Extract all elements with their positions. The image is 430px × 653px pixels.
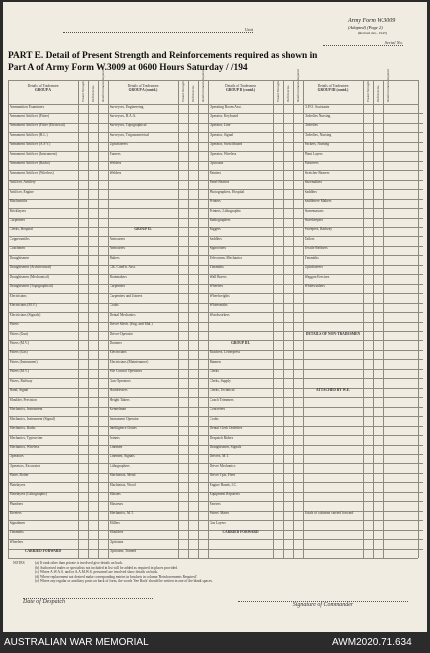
- caption-bar: [0, 633, 430, 653]
- row-rule: [303, 312, 423, 313]
- table-cell: Surveyors, Trigonometrical: [109, 132, 150, 137]
- table-cell: Electricians: [109, 350, 127, 355]
- table-cell: Welders: [109, 161, 122, 166]
- table-cell: Mechanics, Wireless: [9, 445, 40, 449]
- table-cell: GROUP II.: [134, 227, 152, 232]
- table-cell: Hairdressers: [109, 388, 128, 393]
- table-cell: Armament Artificer (Instrument): [9, 151, 57, 156]
- table-cell: Stretcher Bearers: [304, 170, 330, 175]
- row-rule: [303, 416, 423, 417]
- table-cell: Armourers: [109, 236, 126, 241]
- table-cell: Linemen, Signals: [109, 454, 135, 459]
- table-cell: Electricians: [9, 293, 27, 298]
- table-cell: Waggon Erectors: [304, 274, 330, 279]
- table-cell: Kennelman: [109, 407, 127, 412]
- table-cell: Sweepers, Railway: [304, 227, 333, 232]
- table-bottom-border: [8, 558, 418, 559]
- sub-column-header: Reinforcements required: [296, 69, 300, 102]
- form-number: Army Form W.3009: [348, 18, 396, 24]
- note-line: (d) Where replacement not desired make corresponding entries in brackets in column 'Reinforcements Required'.: [35, 574, 198, 579]
- row-rule: [303, 369, 423, 370]
- table-cell: Signalmen: [9, 520, 25, 525]
- row-rule: [303, 350, 423, 351]
- table-cell: Fitters (Gas): [9, 350, 28, 355]
- strength-table: [3, 2, 427, 632]
- serial-no: Serial No.: [323, 40, 403, 46]
- row-rule: [303, 293, 423, 294]
- table-cell: Operators, Excavator: [9, 463, 41, 468]
- table-cell: Fitters, Railway: [9, 378, 33, 383]
- note-line: (c) Where A.W.A.S. and/or A.A.M.W.S. personnel are involved show details on back.: [35, 570, 159, 574]
- table-cell: Turners: [109, 151, 121, 156]
- table-cell: Draughtsmen (Topographical): [9, 284, 53, 289]
- table-cell: Armament Artificer (A.F.V.): [9, 142, 51, 147]
- table-cell: Orderlies Nursing: [304, 113, 331, 118]
- table-cell: Fitters' Mates: [209, 511, 230, 516]
- table-cell: Carpenters and Joiners: [109, 293, 143, 298]
- table-cell: Plant Layers: [304, 151, 323, 156]
- table-cell: Bootmakers: [109, 274, 127, 279]
- table-cell: Welders: [109, 170, 122, 175]
- table-cell: Upholsterers: [304, 265, 323, 270]
- table-cell: Tinsmiths: [9, 530, 24, 535]
- table-cell: CARRIED FORWARD: [24, 549, 62, 554]
- table-cell: Armament Artificer (Radio): [9, 161, 50, 166]
- table-cell: Opticians: [209, 161, 224, 166]
- table-cell: Drainers: [109, 340, 122, 345]
- form-adapted: (Adapted) (Page 2): [348, 25, 383, 30]
- table-cell: Gas Layers: [209, 520, 226, 525]
- table-right-border: [418, 80, 419, 558]
- row-rule: [303, 482, 423, 483]
- table-cell: Fitters (Gun): [9, 331, 29, 336]
- row-rule: [108, 199, 208, 200]
- sub-column-header: Deficiencies: [91, 85, 95, 102]
- row-rule: [303, 359, 423, 360]
- table-cell: Operators: [9, 454, 24, 459]
- table-cell: Draughtsmen (Mechanical): [9, 274, 49, 279]
- table-cell: Engine Hands, I.C.: [209, 482, 237, 487]
- table-cell: Electricians (M.V.): [9, 303, 37, 308]
- table-cell: O.P.O. Assistants: [304, 104, 330, 109]
- table-cell: Armament Artificer (Fitter): [9, 113, 50, 118]
- table-cell: Dental Mechanics: [109, 312, 136, 317]
- table-cell: Cooks: [109, 303, 119, 308]
- table-cell: Artificer, Artillery: [9, 180, 36, 185]
- sub-column-header: Reinforcements required: [101, 69, 105, 102]
- row-rule: [303, 303, 423, 304]
- table-cell: Whitewashers: [304, 284, 325, 289]
- table-cell: GROUP III.: [231, 340, 250, 345]
- table-cell: ATTACHED BY W.E.: [316, 388, 350, 393]
- table-cell: Radiographers: [209, 218, 231, 222]
- table-cell: Upholsterers: [109, 142, 128, 147]
- row-rule: [208, 539, 303, 540]
- table-cell: Coach Trimmers: [209, 397, 234, 402]
- row-rule: [303, 340, 423, 341]
- table-cell: Stonemasons: [304, 208, 324, 213]
- table-cell: File Control Operators: [109, 369, 143, 374]
- table-cell: CARRIED FORWARD: [222, 530, 259, 535]
- table-cell: Armament Artificer (Wireless): [9, 170, 54, 175]
- table-cell: Armament Artificer (Fitter (Electrical): [9, 123, 65, 128]
- table-cell: Driver-Operator: [109, 331, 133, 336]
- row-rule: [303, 520, 423, 521]
- table-cell: Tinsmiths: [209, 265, 224, 270]
- sub-column-header: Posted Strength: [366, 81, 370, 102]
- table-cell: Wall Borers: [209, 274, 227, 279]
- table-cell: Shoemakers: [304, 180, 323, 185]
- table-cell: Dental Clerk Orderlies: [209, 426, 243, 431]
- table-cell: Saddlers: [304, 189, 317, 194]
- table-cell: Mechanics, Instrument: [9, 407, 43, 412]
- row-rule: [108, 180, 208, 181]
- table-cell: Clk. Cond'n. Asst.: [109, 265, 136, 270]
- table-cell: Coachmen: [9, 246, 25, 251]
- table-cell: Whitesmiths: [209, 303, 228, 308]
- sub-column-header: Reinforcements required: [201, 69, 205, 102]
- table-cell: Saddlers: [209, 236, 222, 241]
- table-cell: Hand, Signal: [9, 388, 29, 393]
- table-cell: Instrument Operator: [109, 416, 139, 421]
- table-cell: Platelayers (Lithographic): [9, 492, 48, 497]
- table-cell: Electricians (Maintenance): [109, 359, 149, 364]
- table-cell: Height Takers: [109, 397, 130, 402]
- sub-column-header: Posted Strength: [81, 81, 85, 102]
- sub-column-header: Deficiencies: [191, 85, 195, 102]
- table-cell: Woodworkers: [209, 312, 230, 317]
- table-cell: Plumbers: [9, 501, 24, 506]
- sub-column-header: Deficiencies: [376, 85, 380, 102]
- table-cell: Cooks: [209, 416, 219, 421]
- table-cell: Telecomm. Mechanics: [209, 255, 242, 260]
- table-cell: Masons: [109, 492, 121, 497]
- group-header: Details of Tradesmen GROUP III (contd.): [317, 84, 349, 92]
- group-header: Details of Tradesmen GROUP D (contd.): [225, 84, 256, 92]
- table-cell: Textile Refitters: [304, 246, 328, 251]
- table-cell: Blacksmiths: [9, 199, 28, 204]
- row-rule: [303, 378, 423, 379]
- table-cell: Clerks, Hospital: [9, 227, 33, 232]
- table-cell: Farriers: [209, 501, 221, 506]
- table-cell: Bricklayers: [9, 208, 27, 213]
- table-cell: Printers, Lithographic: [209, 208, 242, 213]
- table-cell: Tinsmiths: [304, 255, 319, 260]
- row-rule: [303, 426, 423, 427]
- table-cell: Gun Operators: [109, 378, 131, 383]
- table-cell: Photographers, Hospital: [209, 189, 245, 194]
- table-cell: Mechanics, M.T.: [109, 511, 134, 516]
- table-cell: Operator, Switchboard: [209, 142, 243, 147]
- row-rule: [303, 492, 423, 493]
- table-cell: Wheelers: [209, 284, 224, 289]
- part-title-line2: Part A of Army Form W.3009 at 0600 Hours Saturday / /194: [8, 63, 248, 73]
- sub-column-header: Deficiencies: [286, 85, 290, 102]
- table-cell: Riggers: [209, 227, 221, 232]
- row-rule: [303, 549, 423, 550]
- table-cell: Operator, Keyboard: [209, 113, 239, 118]
- table-cell: Panel Beaters: [209, 180, 230, 185]
- table-cell: Wheelwrights: [209, 293, 230, 298]
- table-cell: Moulders: [109, 530, 124, 535]
- table-cell: Tailors: [304, 236, 315, 241]
- table-cell: Electricians (Signals): [9, 312, 41, 317]
- row-rule: [303, 539, 423, 540]
- table-cell: Packers, Nursing: [304, 142, 330, 147]
- row-rule: [303, 435, 423, 436]
- table-cell: Saddletree Makers: [304, 199, 332, 204]
- table-cell: Batmen: [209, 359, 221, 364]
- sub-column-header: Posted Strength: [276, 81, 280, 102]
- row-rule: [303, 454, 423, 455]
- table-cell: Painters: [209, 170, 222, 175]
- table-cell: Driver Tpts, Fleet: [209, 473, 236, 478]
- table-cell: Fitters: [9, 322, 19, 327]
- row-rule: [303, 501, 423, 502]
- table-cell: Fitters (Instrument): [9, 359, 38, 364]
- table-cell: Clerks, Technical: [209, 388, 235, 393]
- form-revised: (Revised Jan., 1943): [358, 31, 387, 35]
- row-rule: [208, 322, 303, 323]
- table-cell: Plater, Boiler: [9, 473, 29, 478]
- table-cell: Printers: [209, 199, 221, 204]
- table-top-border: [8, 80, 418, 81]
- table-cell: Artificer, Engine: [9, 189, 34, 194]
- table-cell: Armament Artificer (R.L.): [9, 132, 48, 137]
- unit-label: Unit: [244, 27, 253, 32]
- row-rule: [303, 407, 423, 408]
- note-line: (e) Where any regular or auxiliary posts on back of form, the words 'See Back' should be written in one of the blank spaces.: [35, 579, 213, 583]
- table-cell: Driver Mechanics: [209, 463, 236, 468]
- table-cell: Fitters (M.V.): [9, 369, 30, 374]
- row-rule: [303, 463, 423, 464]
- table-cell: Machinists, Wood: [109, 482, 136, 487]
- row-rule: [303, 530, 423, 531]
- table-cell: Platelayers: [9, 482, 26, 487]
- table-cell: Lithographers: [109, 463, 130, 468]
- table-cell: Orderlies, Nursing: [304, 132, 332, 137]
- notes-label: NOTES: [13, 561, 25, 565]
- table-cell: Totals of columns carried forward: [304, 511, 354, 516]
- caption-left: AUSTRALIAN WAR MEMORIAL: [4, 637, 149, 648]
- table-cell: Signwriters: [209, 246, 227, 251]
- table-cell: Intelligence Duties: [109, 426, 137, 431]
- table-cell: Fitters (M.V.): [9, 340, 30, 345]
- table-cell: Operator, Wireless: [209, 151, 237, 156]
- table-cell: Linemen: [109, 445, 123, 449]
- table-cell: Riveters: [9, 511, 22, 516]
- table-cell: Driver Mech. (Eng. and Mal.): [109, 322, 153, 327]
- sub-column-header: Posted Strength: [181, 81, 185, 102]
- table-cell: Opticians: [109, 539, 124, 544]
- sub-column-header: Reinforcements required: [386, 69, 390, 102]
- table-cell: Bakers: [109, 255, 120, 260]
- table-cell: Despatch Riders: [209, 435, 234, 440]
- table-cell: Armourers: [109, 246, 126, 251]
- table-cell: Drivers, M.T.: [209, 454, 229, 459]
- table-cell: Carpenters: [109, 284, 126, 289]
- group-header: Details of Tradesmen GROUP A: [27, 84, 59, 92]
- caption-right: AWM2020.71.634: [332, 637, 412, 648]
- row-rule: [208, 549, 303, 550]
- table-cell: Storekeepers: [304, 218, 324, 222]
- table-cell: Mechanics, Radio: [9, 426, 36, 431]
- row-rule: [108, 218, 208, 219]
- table-cell: Draughtsmen, Signals: [209, 445, 242, 449]
- table-cell: Plasterers: [304, 161, 319, 166]
- table-cell: Clerks, Supply: [209, 378, 231, 383]
- part-title-line1: PART E. Detail of Present Strength and Reinforcements required as shown in: [8, 51, 318, 61]
- table-cell: Mechanics, Instrument (Signal): [9, 416, 55, 421]
- date-of-despatch: Date of Despatch: [23, 598, 153, 605]
- table-cell: Orderlies: [304, 123, 318, 128]
- note-line: (b) Authorised trades or specialists not included in list will be added as required in places provided.: [35, 565, 178, 570]
- table-cell: Surveyors, Engineering: [109, 104, 144, 109]
- table-cell: Operating Room Asst.: [209, 104, 242, 109]
- form-page: [3, 2, 427, 632]
- table-cell: Moulder, Precision: [9, 397, 37, 402]
- group-header: Details of Tradesmen GROUP A (contd.): [127, 84, 159, 92]
- table-cell: Opticians, Trained: [109, 549, 137, 554]
- table-cell: Draughtsmen (Architectural): [9, 265, 52, 270]
- table-cell: Ammunition Examiners: [9, 104, 45, 109]
- row-rule: [208, 331, 303, 332]
- table-cell: Wheelers: [9, 539, 24, 544]
- table-cell: Surveyors, R.A.A.: [109, 113, 137, 118]
- table-cell: Carpenters: [9, 218, 26, 222]
- table-cell: Masseurs: [109, 501, 124, 506]
- table-cell: Machinists, Metal: [109, 473, 136, 478]
- table-cell: Mechanics, Typewriter: [9, 435, 43, 440]
- table-cell: Equipment Repairers: [209, 492, 240, 497]
- table-cell: Operator, Signal: [209, 132, 234, 137]
- table-cell: Millers: [109, 520, 120, 525]
- table-cell: Concreters: [209, 407, 226, 412]
- table-cell: DETAILS OF NON-TRADESMEN: [305, 331, 361, 336]
- row-rule: [303, 397, 423, 398]
- table-cell: Draughtsmen: [9, 255, 29, 260]
- table-cell: Surveyors, Topographical: [109, 123, 147, 128]
- signature-of-commander: Signature of Commander: [238, 601, 408, 608]
- row-rule: [108, 208, 208, 209]
- row-rule: [108, 189, 208, 190]
- row-rule: [303, 473, 423, 474]
- note-line: (a) If rank other than private is involved give details on back.: [35, 561, 124, 565]
- table-cell: Clerks: [209, 369, 219, 374]
- table-cell: Operator, Line: [209, 123, 231, 128]
- table-cell: Coppersmiths: [9, 236, 30, 241]
- row-rule: [303, 322, 423, 323]
- table-cell: Butchers, Letterpress: [209, 350, 241, 355]
- row-rule: [303, 445, 423, 446]
- table-cell: Joiners: [109, 435, 120, 440]
